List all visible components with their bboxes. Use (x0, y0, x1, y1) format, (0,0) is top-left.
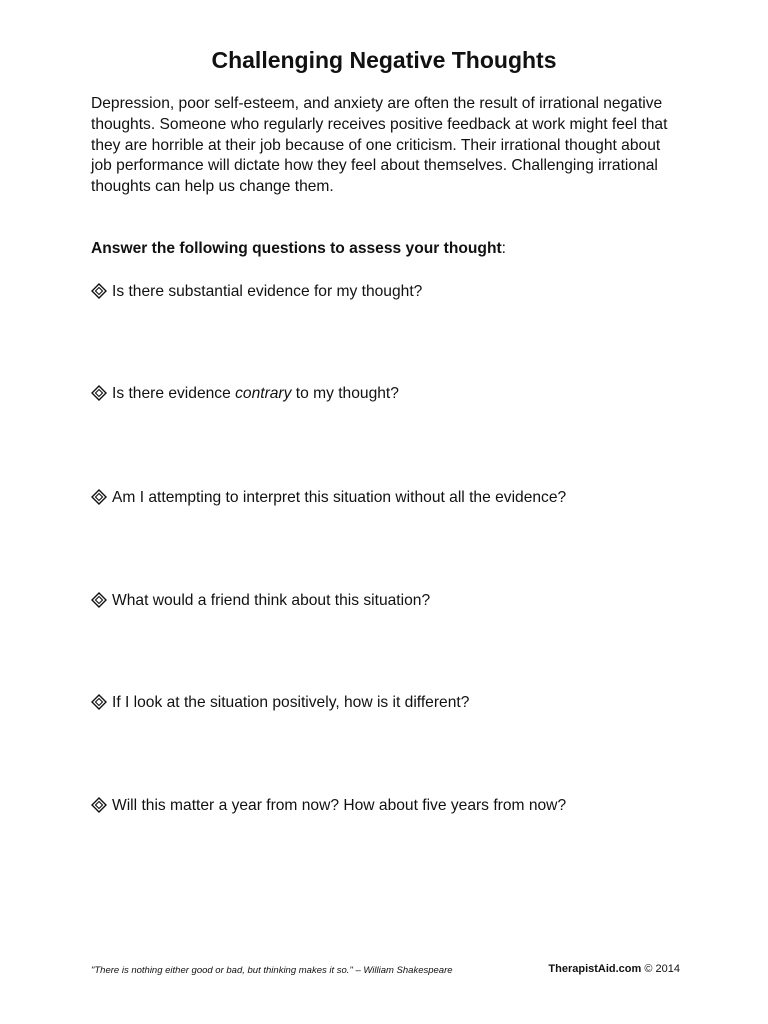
intro-paragraph: Depression, poor self-esteem, and anxiety are often the result of irrational negative thoughts. Someone who regularly receives positive feedback at work might feel that they are horrible at their job because of one criticism. Their irrational thought about job performance will dictate how they feel about themselves. Challenging irrational thoughts can help us change them. (91, 95, 668, 196)
question-text-emphasis: contrary (235, 385, 292, 402)
question-item (91, 488, 566, 508)
instructions-prompt-colon: : (501, 240, 507, 257)
question-item (91, 693, 469, 713)
instructions-prompt (91, 239, 506, 259)
instructions-prompt-bold: Answer the following questions to assess your thought (91, 240, 502, 257)
question-text: Is there substantial evidence for my thought? (112, 283, 423, 300)
question-text: If I look at the situation positively, how is it different? (112, 694, 470, 711)
diamond-bullet-icon (91, 385, 107, 401)
question-text-before: Is there evidence (112, 385, 236, 402)
diamond-bullet-icon (91, 592, 107, 608)
question-text-after: to my thought? (291, 385, 399, 402)
diamond-bullet-icon (91, 797, 107, 813)
question-text: Will this matter a year from now? How about five years from now? (112, 797, 567, 814)
question-text: Am I attempting to interpret this situation without all the evidence? (112, 489, 567, 506)
footer-brand (548, 962, 680, 976)
brand-name: TherapistAid.com (548, 963, 642, 975)
page-title: Challenging Negative Thoughts (211, 47, 557, 73)
footer-quote: "There is nothing either good or bad, but thinking makes it so." – William Shakespeare (91, 965, 453, 976)
question-item (91, 282, 422, 302)
copyright: © 2014 (644, 963, 680, 975)
question-item (91, 384, 399, 404)
question-text: What would a friend think about this situation? (112, 592, 431, 609)
question-item (91, 796, 566, 816)
question-item (91, 591, 430, 611)
diamond-bullet-icon (91, 694, 107, 710)
diamond-bullet-icon (91, 283, 107, 299)
diamond-bullet-icon (91, 489, 107, 505)
